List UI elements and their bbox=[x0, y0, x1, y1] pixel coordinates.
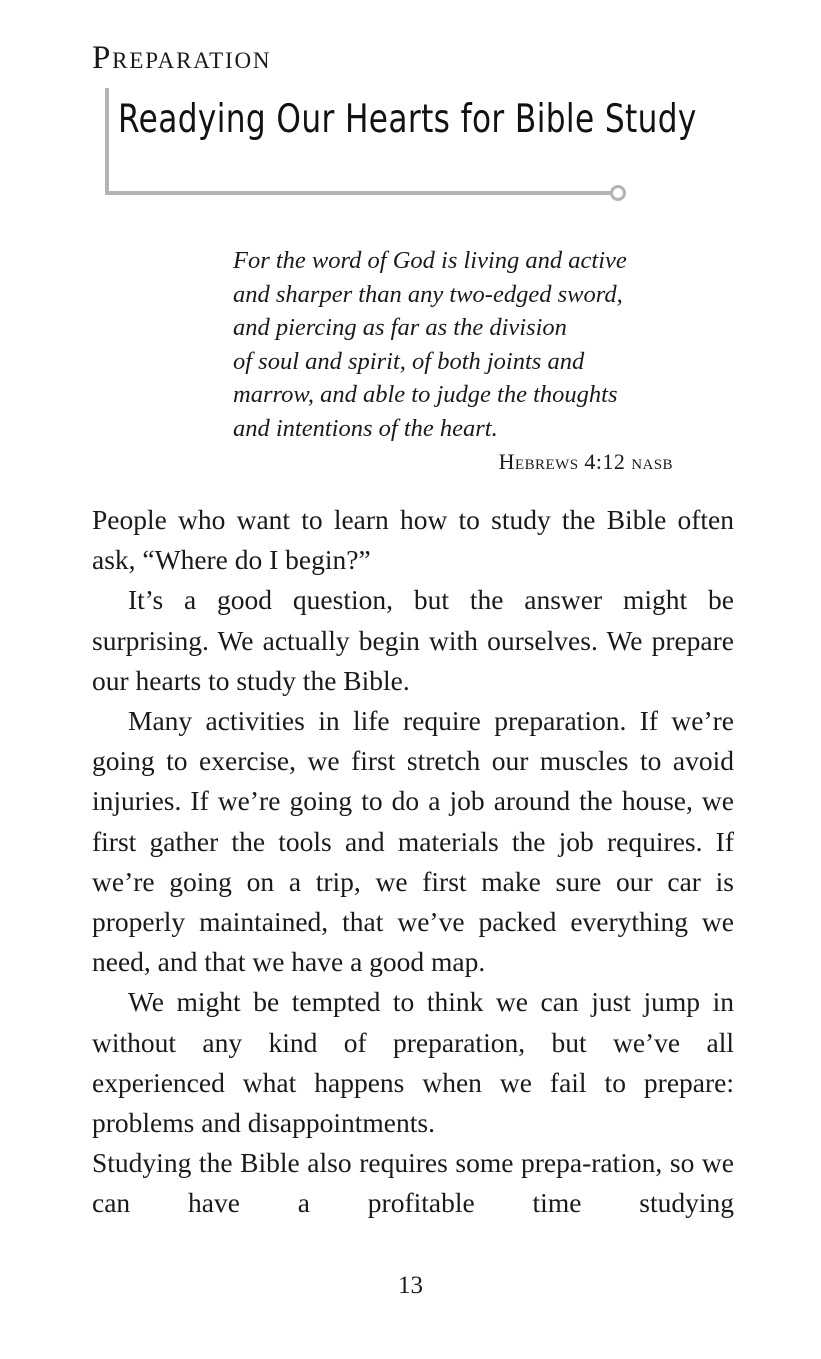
paragraph: Many activities in life require preparation. If we’re going to exercise, we first stretch our muscles to avoid injuries. If we’re going to do a job around the house, we first gather the tools and materials the job requires. If we’re going on a trip, we first make sure our car is properly maintained, that we’ve packed everything we need, and that we have a good map. bbox=[92, 705, 734, 978]
paragraph: People who want to learn how to study the Bible often ask, “Where do I begin?” bbox=[92, 504, 734, 576]
epigraph-citation: Hebrews 4:12 nasb bbox=[498, 449, 673, 474]
paragraph-continued: Studying the Bible also requires some prepa-ration, so we can have a profitable time studying bbox=[92, 1147, 734, 1219]
page-number: 13 bbox=[398, 1272, 423, 1299]
decorative-rule-endpoint-circle bbox=[610, 185, 626, 201]
decorative-rule-vertical bbox=[105, 88, 109, 195]
epigraph-scripture-text: For the word of God is living and active and sharper than any two-edged sword, and piercing as far as the division of soul and spirit, of both joints and marrow, and able to judge the thoughts and intentions of the heart. bbox=[233, 247, 627, 442]
body-text bbox=[92, 500, 734, 1264]
paragraph: It’s a good question, but the answer might be surprising. We actually begin with ourselves. We prepare our hearts to study the Bible. bbox=[92, 584, 734, 696]
decorative-rule-horizontal bbox=[105, 191, 613, 195]
paragraph: We might be tempted to think we can just jump in without any kind of preparation, but we’ve all experienced what happens when we fail to prepare: problems and disappointments. bbox=[92, 986, 734, 1139]
epigraph bbox=[233, 244, 673, 476]
page-title: Readying Our Hearts for Bible Study bbox=[118, 97, 697, 142]
chapter-eyebrow: Preparation bbox=[92, 40, 272, 76]
